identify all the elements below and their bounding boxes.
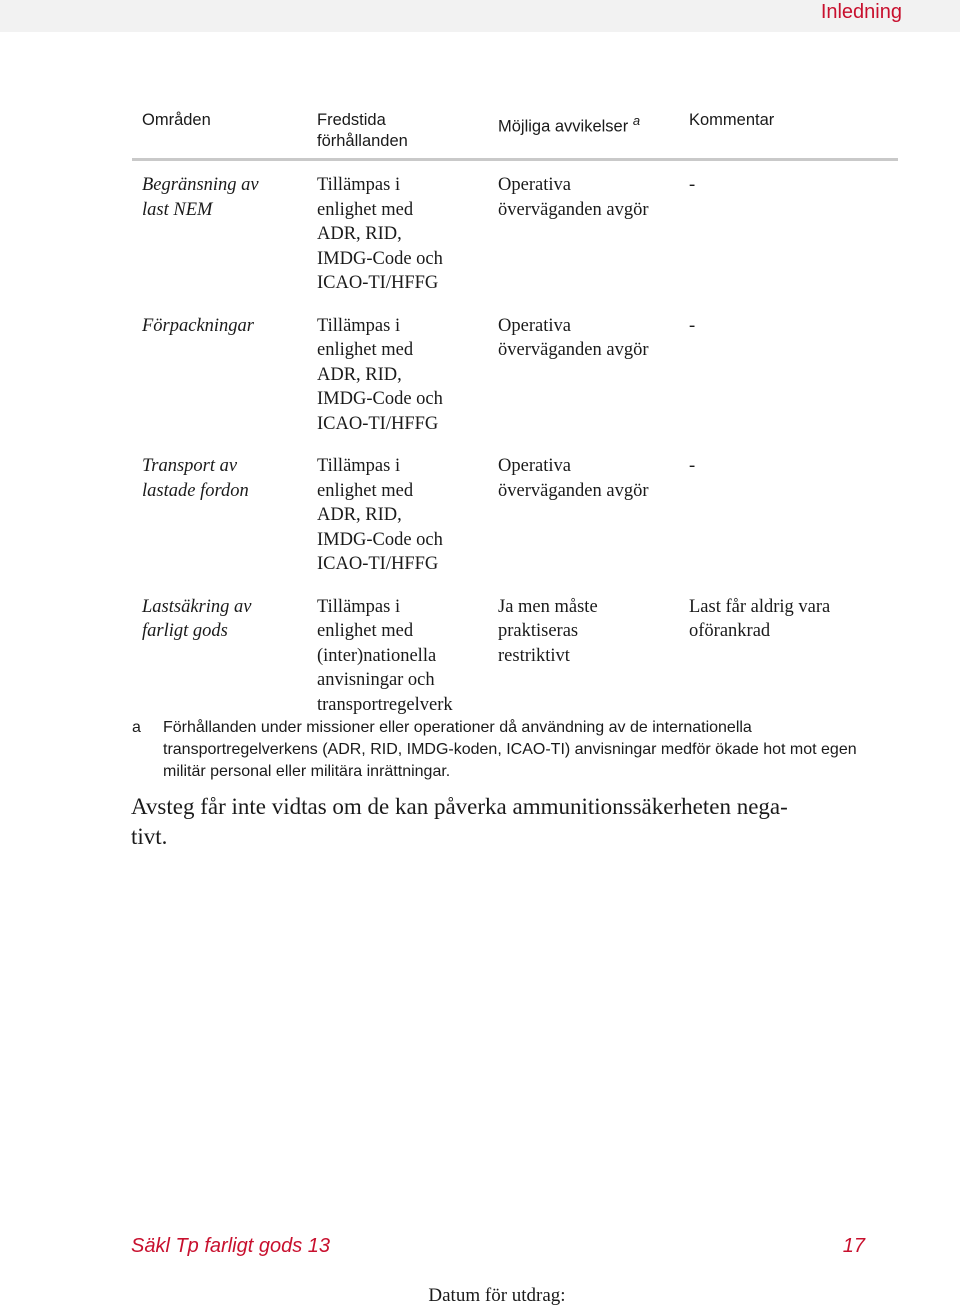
cell-comment: - <box>689 456 696 476</box>
cell-peacetime: Tillämpas i enlighet med ADR, RID, IMDG-Code och ICAO-TI/HFFG <box>317 456 443 574</box>
cell-comment: - <box>689 315 696 336</box>
cell-area: Lastsäkring av farligt gods <box>142 596 252 641</box>
top-bar <box>0 0 960 32</box>
header-peacetime: Fredstida förhållanden <box>307 104 488 160</box>
cell-deviations: Operativa överväganden avgör <box>498 175 649 220</box>
cell-deviations: Operativa överväganden avgör <box>498 456 649 501</box>
footnote-marker: a <box>132 719 141 736</box>
header-deviations-note: a <box>632 113 641 128</box>
body-paragraph: Avsteg får inte vidtas om de kan påverka ammunitionssäkerheten nega- tivt. <box>131 794 788 849</box>
deviation-table <box>132 104 898 723</box>
header-deviations-label: Möjliga avvikelser <box>498 117 629 136</box>
section-title: Inledning <box>820 1 902 23</box>
table-header-row <box>132 104 898 160</box>
table-row <box>132 583 898 724</box>
table-row <box>132 442 898 583</box>
cell-deviations: Ja men måste praktiseras restriktivt <box>498 596 598 666</box>
header-comment: Kommentar <box>679 104 898 160</box>
footnote-text: Förhållanden under missioner eller operationer då användning av de internationella transportregelverkens (ADR, RID, IMDG-koden, ICAO-TI) anvisningar medför ökade hot mot egen militär personal eller militära inrättningar. <box>163 719 857 780</box>
table-row <box>132 302 898 443</box>
footer-page-number: 17 <box>842 1235 865 1257</box>
header-areas: Områden <box>132 104 307 160</box>
cell-area: Förpackningar <box>142 315 255 336</box>
footer-document-title: Säkl Tp farligt gods 13 <box>131 1235 330 1257</box>
cell-peacetime: Tillämpas i enlighet med ADR, RID, IMDG-Code och ICAO-TI/HFFG <box>317 175 443 293</box>
cell-peacetime: Tillämpas i enlighet med (inter)nationella anvisningar och transportregelverk <box>317 596 453 715</box>
cell-comment: - <box>689 175 696 195</box>
header-deviations <box>488 104 679 160</box>
print-date-label: Datum för utdrag: <box>428 1285 566 1306</box>
cell-area: Transport av lastade fordon <box>142 456 249 501</box>
cell-comment: Last får aldrig vara oförankrad <box>689 596 831 641</box>
cell-peacetime: Tillämpas i enlighet med ADR, RID, IMDG-Code och ICAO-TI/HFFG <box>317 315 443 434</box>
table-footnote <box>132 717 862 783</box>
cell-deviations: Operativa överväganden avgör <box>498 315 649 360</box>
table-row <box>132 160 898 302</box>
cell-area: Begränsning av last NEM <box>142 175 259 220</box>
